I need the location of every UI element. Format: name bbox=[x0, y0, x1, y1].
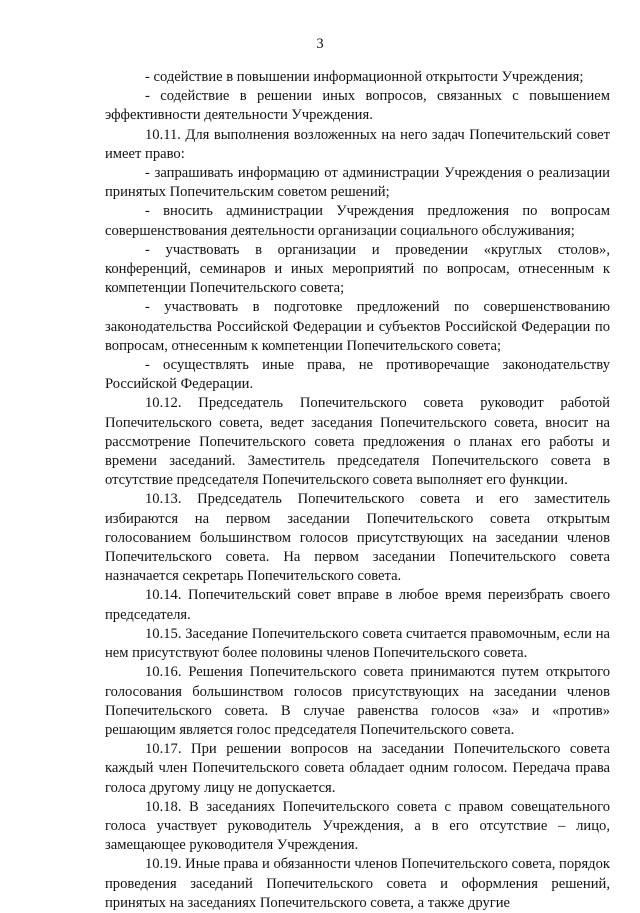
clause-10-15: 10.15. Заседание Попечительского совета считается правомочным, если на нем присутствуют более половины членов Попечительского совета. bbox=[105, 625, 610, 662]
clause-10-14: 10.14. Попечительский совет вправе в любое время переизбрать своего председателя. bbox=[105, 587, 610, 623]
clause-10-17: 10.17. При решении вопросов на заседании Попечительского совета каждый член Попечительского совета обладает одним голосом. Передача права голоса другому лицу не допускается. bbox=[105, 741, 610, 796]
page-number: 3 bbox=[316, 36, 324, 52]
bullet-legislation-proposals: - участвовать в подготовке предложений по совершенствованию законодательства Российской Федерации и субъектов Российской Федерации по вопросам, отнесенным к компетенции Попечительского совета; bbox=[105, 299, 610, 354]
bullet-request-information: - запрашивать информацию от администрации Учреждения о реализации принятых Попечительским советом решений; bbox=[105, 165, 610, 201]
clause-10-16: 10.16. Решения Попечительского совета принимаются путем открытого голосования большинством голосов присутствующих на заседании членов Попечительского совета. В случае равенства голосов «за» и «против» решающим является голос председателя Попечительского совета. bbox=[105, 664, 610, 738]
clause-10-19: 10.19. Иные права и обязанности членов Попечительского совета, порядок проведения заседаний Попечительского совета и оформления решений, принятых на заседаниях Попечительского совета, а также другие bbox=[105, 856, 610, 911]
bullet-submit-proposals: - вносить администрации Учреждения предложения по вопросам совершенствования деятельности организации социального обслуживания; bbox=[105, 203, 610, 239]
clause-10-18: 10.18. В заседаниях Попечительского совета с правом совещательного голоса участвует руководитель Учреждения, а в его отсутствие – лицо, замещающее руководителя Учреждения. bbox=[105, 798, 610, 854]
bullet-participate-events: - участвовать в организации и проведении «круглых столов», конференций, семинаров и иных мероприятий по вопросам, отнесенным к компетенции Попечительского совета; bbox=[105, 241, 610, 297]
document-body bbox=[105, 68, 610, 913]
clause-10-13: 10.13. Председатель Попечительского совета и его заместитель избираются на первом заседании Попечительского совета открытым голосованием большинством голосов присутствующих на заседании членов Попечительского совета. На первом заседании Попечительского совета назначается секретарь Попечительского совета. bbox=[105, 491, 610, 585]
bullet-openness: - содействие в повышении информационной открытости Учреждения; bbox=[145, 69, 584, 85]
clause-10-12: 10.12. Председатель Попечительского совета руководит работой Попечительского совета, ведет заседания Попечительского совета, вносит на рассмотрение Попечительского совета предложения о планах его работы и времени заседаний. Заместитель председателя Попечительского совета в отсутствие председателя Попечительского совета выполняет его функции. bbox=[105, 395, 610, 489]
bullet-other-rights: - осуществлять иные права, не противоречащие законодательству Российской Федерации. bbox=[105, 357, 610, 393]
bullet-other-issues: - содействие в решении иных вопросов, связанных с повышением эффективности деятельности Учреждения. bbox=[105, 88, 610, 124]
clause-10-11: 10.11. Для выполнения возложенных на него задач Попечительский совет имеет право: bbox=[105, 126, 610, 162]
